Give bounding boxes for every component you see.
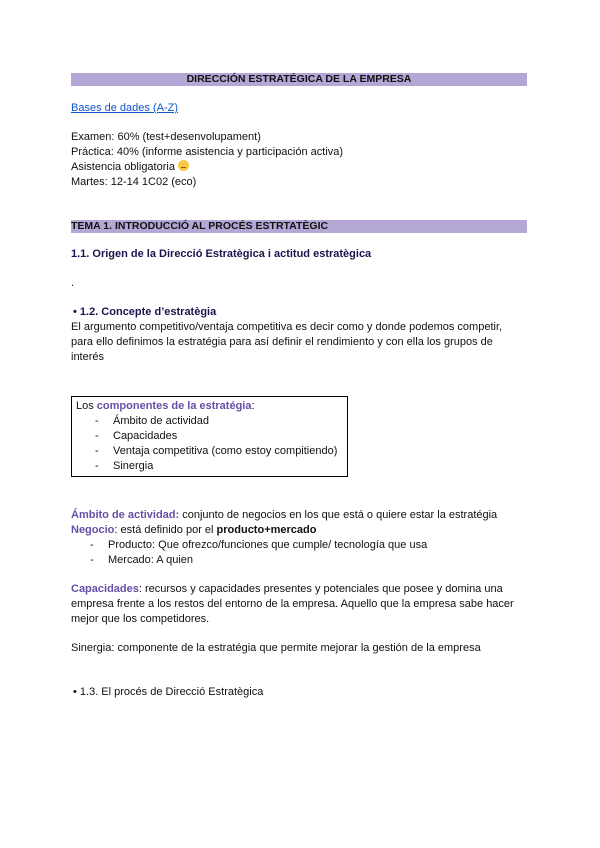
- capacidades-line1: Capacidades: recursos y capacidades presentes y potenciales que posee y domina una: [71, 583, 503, 595]
- exam-info: Examen: 60% (test+desenvolupament): [71, 131, 261, 143]
- capacidades-line3: mejor que los competidores.: [71, 613, 210, 625]
- para1-line2: para ello definimos la estratégia para así definir el rendimiento y con ella los grupos de: [71, 336, 493, 348]
- databases-link[interactable]: Bases de dades (A-Z): [71, 102, 178, 114]
- section-1-2-heading: • 1.2. Concepte d’estratègia: [73, 306, 217, 318]
- tema1-banner: [71, 220, 527, 233]
- components-suffix: :: [251, 400, 255, 412]
- components-list: [95, 414, 338, 474]
- components-prefix: Los: [76, 400, 97, 412]
- ambito-line: [71, 508, 497, 523]
- components-highlight: componentes de la estratégia: [96, 400, 252, 412]
- list-item: - Capacidades: [95, 430, 178, 442]
- stray-dot: .: [71, 277, 75, 289]
- ambito-text: conjunto de negocios en los que está o quiere estar la estratégia: [179, 509, 498, 521]
- negocio-term: Negocio: [71, 524, 115, 536]
- sinergia-line: Sinergia: componente de la estratégia que permite mejorar la gestión de la empresa: [71, 642, 481, 654]
- negocio-list: [90, 538, 428, 568]
- para1-line1: El argumento competitivo/ventaja competitiva es decir como y donde podemos competir,: [71, 321, 503, 333]
- tema1-heading: TEMA 1. INTRODUCCIÓ AL PROCÉS ESTRTATÈGIC: [71, 220, 329, 232]
- document-title-banner: [71, 73, 527, 86]
- attendance-info: [71, 160, 189, 175]
- capacidades-term: Capacidades: [71, 583, 139, 595]
- section-1-3-heading: • 1.3. El procés de Direcció Estratègica: [73, 686, 264, 698]
- schedule-info: Martes: 12-14 1C02 (eco): [71, 176, 197, 188]
- list-item: - Ventaja competitiva (como estoy compitiendo): [95, 445, 338, 457]
- negocio-text: : está definido por el: [114, 524, 217, 536]
- section-1-1-heading: 1.1. Origen de la Direcció Estratègica i actitud estratègica: [71, 248, 372, 260]
- sad-face-icon: [178, 160, 189, 171]
- para1-line3: interés: [71, 351, 105, 363]
- practice-info: Práctica: 40% (informe asistencia y participación activa): [71, 146, 344, 158]
- negocio-line: [71, 523, 316, 538]
- negocio-bold: producto+mercado: [216, 524, 317, 536]
- list-item: - Mercado: A quien: [90, 554, 194, 566]
- components-heading: [76, 399, 255, 414]
- list-item: - Producto: Que ofrezco/funciones que cumple/ tecnología que usa: [90, 539, 428, 551]
- document-title: DIRECCIÓN ESTRATÉGICA DE LA EMPRESA: [186, 73, 412, 85]
- capacidades-line2: empresa frente a los restos del entorno de la empresa. Aquello que la empresa sabe hacer: [71, 598, 514, 610]
- list-item: - Ámbito de actividad: [95, 415, 209, 427]
- attendance-text: Asistencia obligatoria: [71, 161, 175, 173]
- list-item: - Sinergia: [95, 460, 154, 472]
- ambito-term: Ámbito de actividad:: [71, 509, 180, 521]
